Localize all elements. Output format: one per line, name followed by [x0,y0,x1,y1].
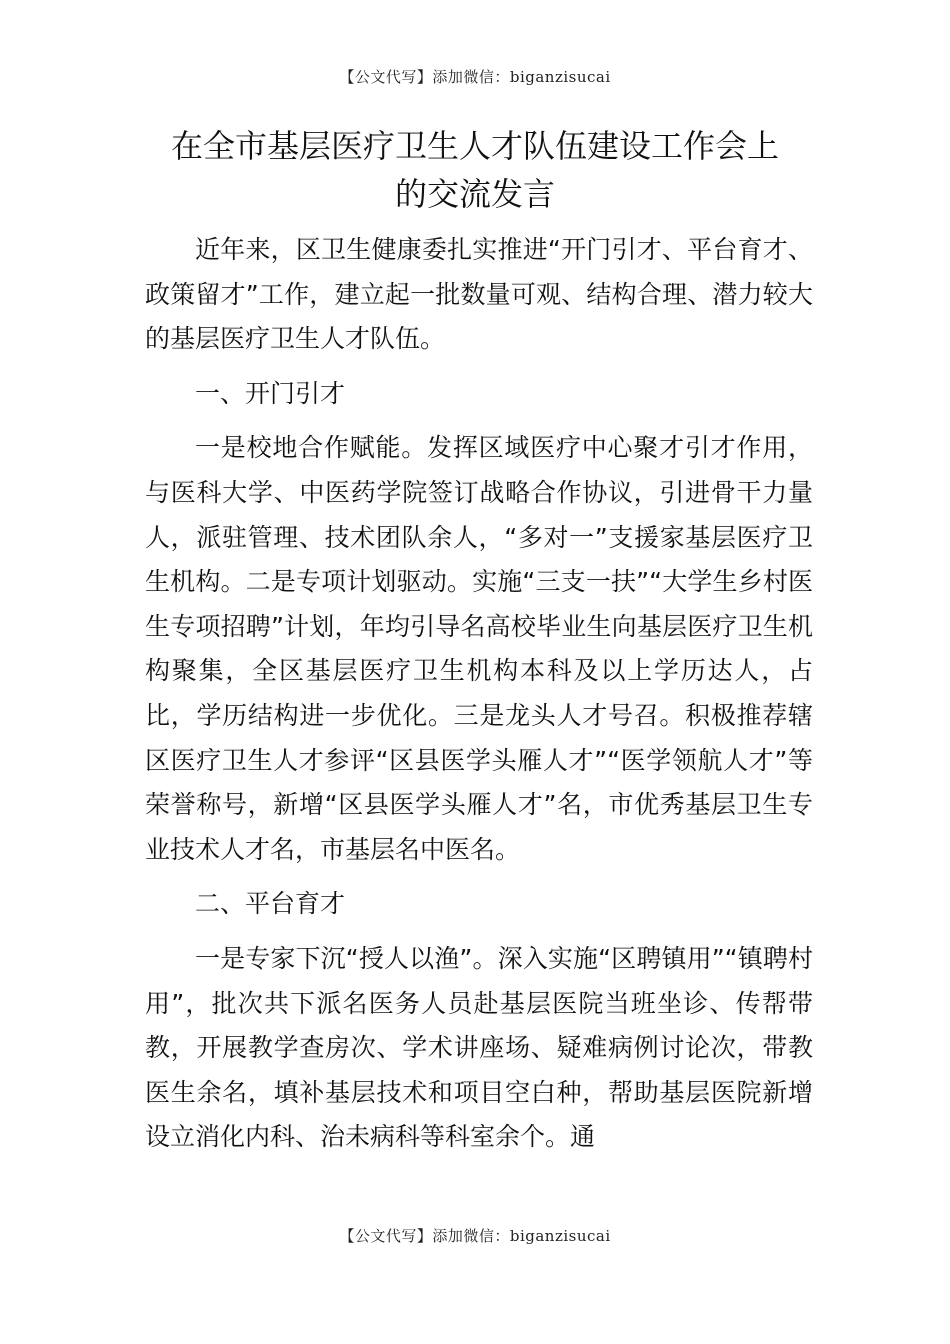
section-heading-2: 二、平台育才 [195,889,346,919]
footer-watermark: 【公文代写】添加微信：biganzisucai [339,1227,611,1245]
document-body [145,228,813,1160]
section-2-paragraph: 一是专家下沉“授人以渔”。深入实施“区聘镇用”“镇聘村用”，批次共下派名医务人员赴基层医院当班坐诊、传帮带教，开展教学查房次、学术讲座场、疑难病例讨论次，带教医生余名，填补基层技术和项目空白种，帮助基层医院新增设立消化内科、治未病科等科室余个。通 [145,943,813,1152]
title-line-2: 的交流发言 [394,175,555,213]
document-title [0,122,950,218]
header-watermark: 【公文代写】添加微信：biganzisucai [339,68,611,86]
intro-paragraph: 近年来，区卫生健康委扎实推进“开门引才、平台育才、政策留才”工作，建立起一批数量可观、结构合理、潜力较大的基层医疗卫生人才队伍。 [145,235,813,354]
title-line-1: 在全市基层医疗卫生人才队伍建设工作会上 [170,127,779,165]
section-1-paragraph: 一是校地合作赋能。发挥区域医疗中心聚才引才作用，与医科大学、中医药学院签订战略合作协议，引进骨干力量人，派驻管理、技术团队余人，“多对一”支援家基层医疗卫生机构。二是专项计划驱动。实施“三支一扶”“大学生乡村医生专项招聘”计划，年均引导名高校毕业生向基层医疗卫生机构聚集，全区基层医疗卫生机构本科及以上学历达人，占比，学历结构进一步优化。三是龙头人才号召。积极推荐辖区医疗卫生人才参评“区县医学头雁人才”“医学领航人才”等荣誉称号，新增“区县医学头雁人才”名，市优秀基层卫生专业技术人才名，市基层名中医名。 [145,433,813,864]
section-heading-1: 一、开门引才 [195,378,346,408]
